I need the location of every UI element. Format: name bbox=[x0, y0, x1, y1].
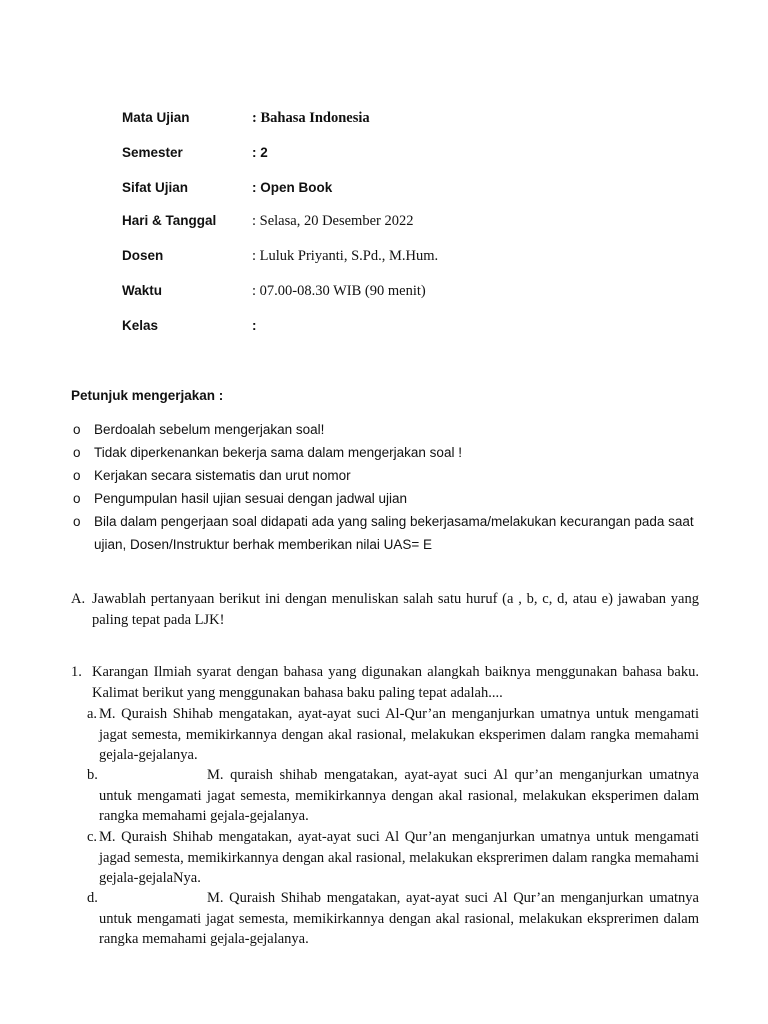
header-value: : Bahasa Indonesia bbox=[252, 110, 370, 126]
bullet-icon: o bbox=[73, 445, 81, 460]
instruction-text: Pengumpulan hasil ujian sesuai dengan jadwal ujian bbox=[94, 491, 407, 506]
section-a bbox=[71, 589, 699, 631]
option-a bbox=[87, 704, 699, 766]
bullet-icon: o bbox=[73, 468, 81, 483]
option-b bbox=[87, 765, 699, 827]
header-value: : 2 bbox=[252, 145, 268, 160]
instruction-text: Berdoalah sebelum mengerjakan soal! bbox=[94, 422, 325, 437]
header-value: : Luluk Priyanti, S.Pd., M.Hum. bbox=[252, 248, 439, 264]
option-text: M. quraish shihab mengatakan, ayat-ayat suci Al qur’an menganjurkan umatnya untuk mengamati jagat semesta, memikirkannya dengan akal rasional, melakukan eksperimen dalam rangka memahami gejala-gejalanya. bbox=[99, 767, 699, 824]
header-label: Semester bbox=[122, 145, 183, 160]
option-d bbox=[87, 888, 699, 950]
option-letter: a. bbox=[87, 706, 98, 722]
header-label: Sifat Ujian bbox=[122, 180, 189, 195]
option-letter: d. bbox=[87, 890, 98, 906]
option-text: M. Quraish Shihab mengatakan, ayat-ayat suci Al Qur’an menganjurkan umatnya untuk mengamati jagad semesta, memikirkannya dengan akal rasional, melakukan eksprerimen dalam rangka memahami gejala-gejalaNya. bbox=[99, 829, 699, 886]
question-number: 1. bbox=[71, 664, 82, 680]
question-1 bbox=[71, 662, 699, 703]
question-text: Karangan Ilmiah syarat dengan bahasa yang digunakan alangkah baiknya menggunakan bahasa baku. Kalimat berikut yang menggunakan bahasa baku paling tepat adalah.... bbox=[92, 664, 699, 701]
header-label: Hari & Tanggal bbox=[122, 213, 217, 228]
bullet-icon: o bbox=[73, 514, 81, 529]
header-value: : bbox=[252, 318, 257, 333]
option-letter: c. bbox=[87, 829, 98, 845]
option-text: M. Quraish Shihab mengatakan, ayat-ayat suci Al Qur’an menganjurkan umatnya untuk mengamati jagat semesta, memikirkannya dengan akal rasional, melakukan eksprerimen dalam rangka memahami gejala-gejalanya. bbox=[99, 890, 699, 947]
header-label: Waktu bbox=[122, 283, 162, 298]
instruction-text: Tidak diperkenankan bekerja sama dalam mengerjakan soal ! bbox=[94, 445, 462, 460]
header-label: Kelas bbox=[122, 318, 159, 333]
header-value: : Selasa, 20 Desember 2022 bbox=[252, 213, 414, 229]
bullet-icon: o bbox=[73, 422, 81, 437]
option-c bbox=[87, 827, 699, 889]
option-text: M. Quraish Shihab mengatakan, ayat-ayat suci Al-Qur’an menganjurkan umatnya untuk mengamati jagat semesta, memikirkannya dengan akal rasional, melakukan eksperimen dalam rangka memahami gejala-gejalanya. bbox=[99, 706, 699, 763]
header-label: Dosen bbox=[122, 248, 164, 263]
section-instruction: Jawablah pertanyaan berikut ini dengan menuliskan salah satu huruf (a , b, c, d, atau e) jawaban yang paling tepat pada LJK! bbox=[92, 591, 699, 628]
header-value: : 07.00-08.30 WIB (90 menit) bbox=[252, 283, 426, 299]
bullet-icon: o bbox=[73, 491, 81, 506]
option-letter: b. bbox=[87, 767, 98, 783]
section-label: A. bbox=[71, 591, 86, 607]
header-value: : Open Book bbox=[252, 180, 333, 195]
instructions-title: Petunjuk mengerjakan : bbox=[71, 388, 224, 403]
instruction-text: Bila dalam pengerjaan soal didapati ada yang saling bekerjasama/melakukan kecurangan pada saat ujian, Dosen/Instruktur berhak memberikan nilai UAS= E bbox=[94, 514, 694, 552]
instruction-text: Kerjakan secara sistematis dan urut nomor bbox=[94, 468, 351, 483]
header-label: Mata Ujian bbox=[122, 110, 190, 125]
